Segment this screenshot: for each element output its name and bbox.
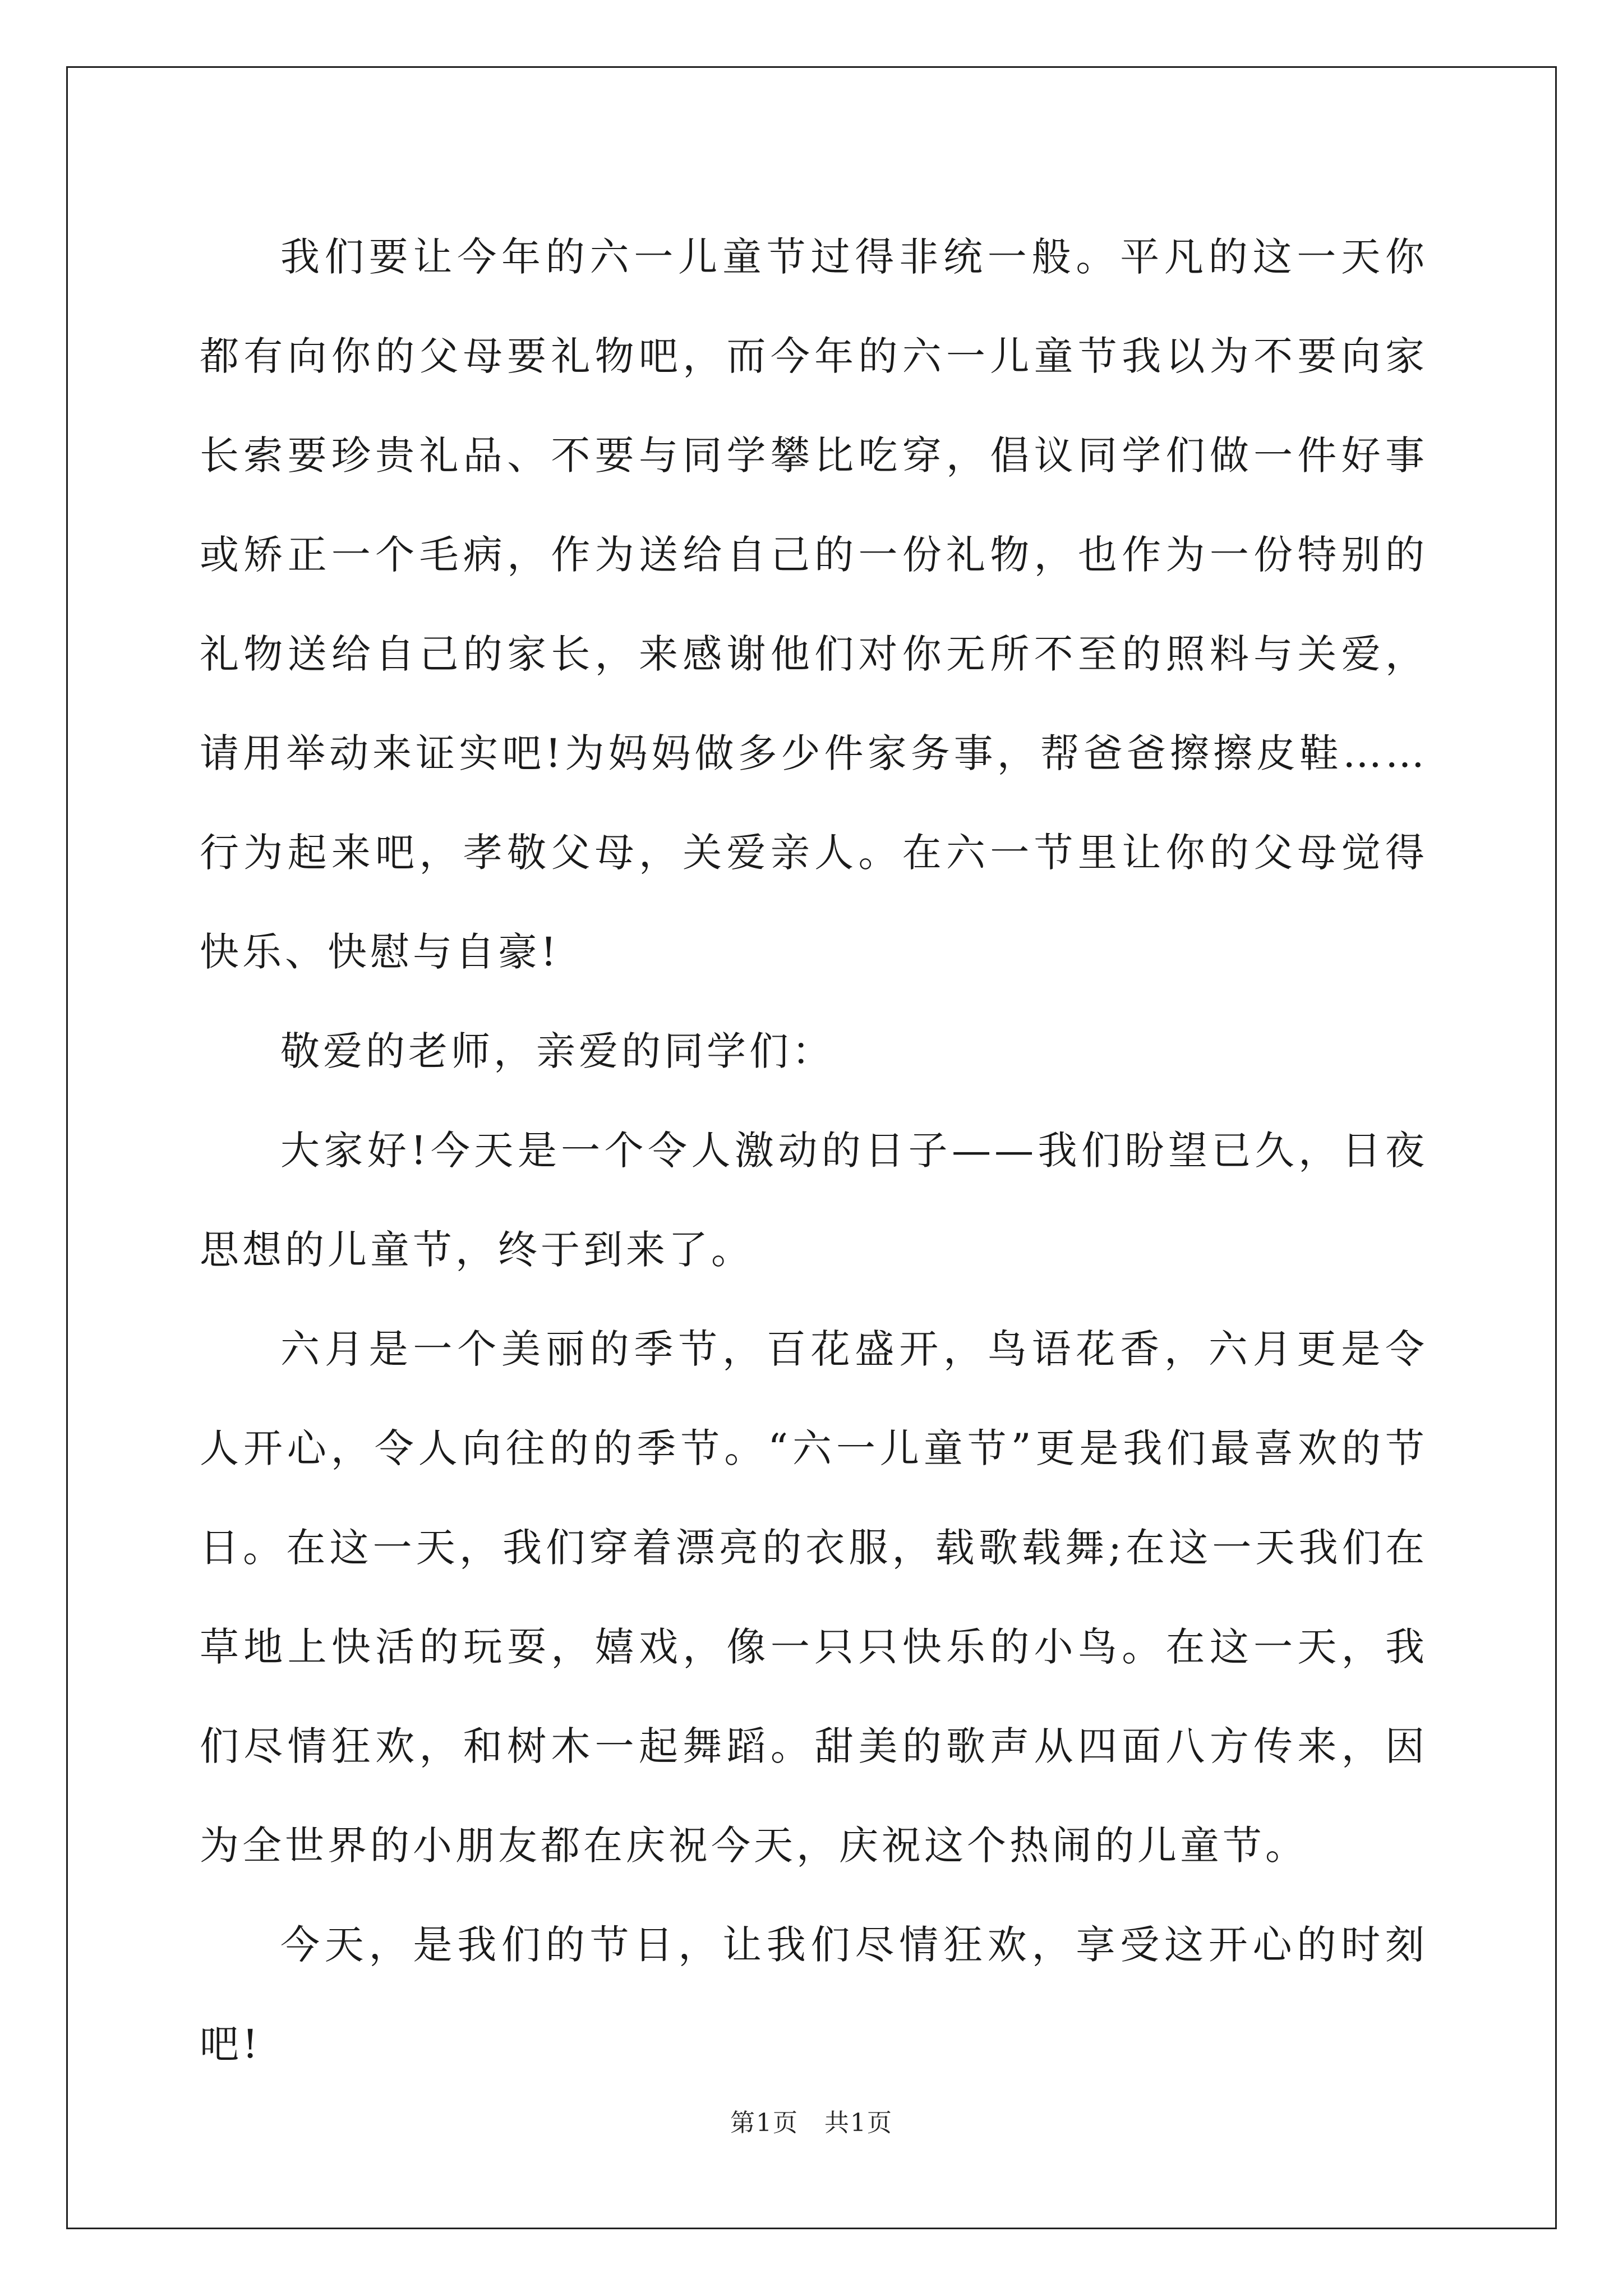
paragraph: 我们要让今年的六一儿童节过得非统一般。平凡的这一天你都有向你的父母要礼物吧，而今年的六一儿童节我以为不要向家长索要珍贵礼品、不要与同学攀比吃穿，倡议同学们做一件好事或矫正一个毛病，作为送给自己的一份礼物，也作为一份特别的礼物送给自己的家长，来感谢他们对你无所不至的照料与关爱，请用举动来证实吧!为妈妈做多少件家务事，帮爸爸擦擦皮鞋……行为起来吧，孝敬父母，关爱亲人。在六一节里让你的父母觉得快乐、快慰与自豪!	[200, 234, 1428, 975]
paragraph: 大家好!今天是一个令人激动的日子——我们盼望已久，日夜思想的儿童节，终于到来了。	[200, 1128, 1428, 1273]
document-body	[200, 208, 1428, 2094]
page-number-footer: 第1页 共1页	[730, 2109, 893, 2137]
paragraph: 六月是一个美丽的季节，百花盛开，鸟语花香，六月更是令人开心，令人向往的的季节。“六一儿童节”更是我们最喜欢的节日。在这一天，我们穿着漂亮的衣服，载歌载舞;在这一天我们在草地上快活的玩耍，嬉戏，像一只只快乐的小鸟。在这一天，我们尽情狂欢，和树木一起舞蹈。甜美的歌声从四面八方传来，因为全世界的小朋友都在庆祝今天，庆祝这个热闹的儿童节。	[200, 1326, 1428, 1869]
paragraph: 敬爱的老师，亲爱的同学们：	[280, 1028, 834, 1074]
paragraph: 今天，是我们的节日，让我们尽情狂欢，享受这开心的时刻吧!	[200, 1922, 1428, 2067]
